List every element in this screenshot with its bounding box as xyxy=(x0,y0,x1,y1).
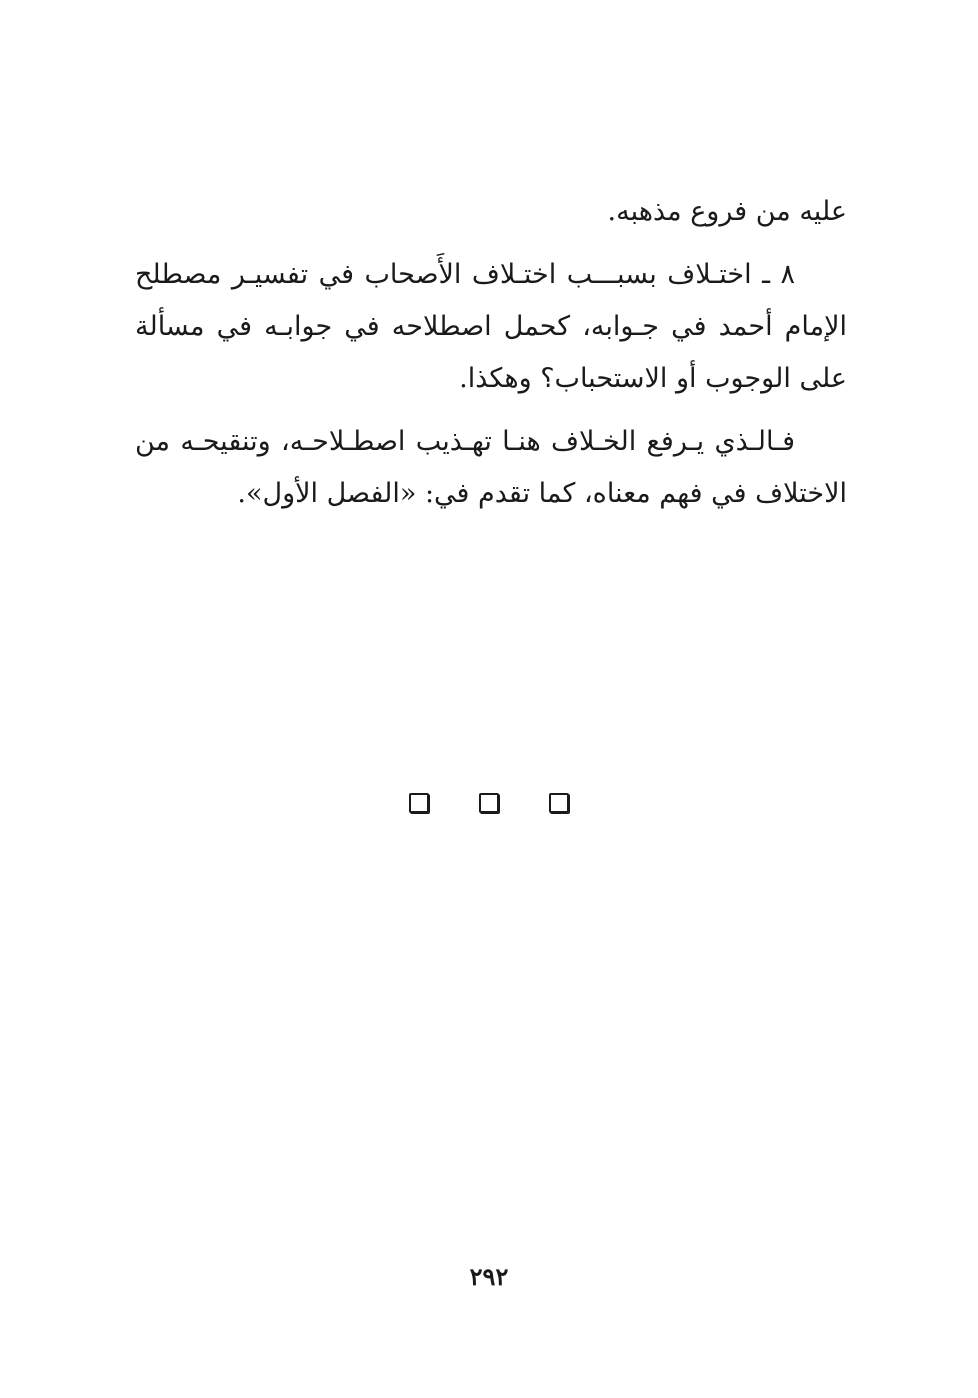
paragraph-item-8: ٨ ـ اختـلاف بسبـــب اختـلاف الأَصحاب في تفسيـر مصطلح الإمام أحمد في جـوابه، كحمل اصطلاحه في جوابـه في مسألة على الوجوب أو الاستحباب؟ وهكذا. xyxy=(135,259,847,394)
body-text xyxy=(135,186,847,531)
section-separator xyxy=(0,793,978,813)
page-number: ٢٩٢ xyxy=(469,1262,509,1291)
paragraph-resolution: فـالـذي يـرفع الخـلاف هنـا تهـذيب اصطـلاحـه، وتنقيحـه من الاختلاف في فهم معناه، كما تقدم في: «الفصل الأول». xyxy=(135,426,847,509)
separator-box-icon xyxy=(549,793,569,813)
separator-box-icon xyxy=(479,793,499,813)
paragraph-continuation: عليه من فروع مذهبه. xyxy=(607,196,847,227)
separator-box-icon xyxy=(409,793,429,813)
